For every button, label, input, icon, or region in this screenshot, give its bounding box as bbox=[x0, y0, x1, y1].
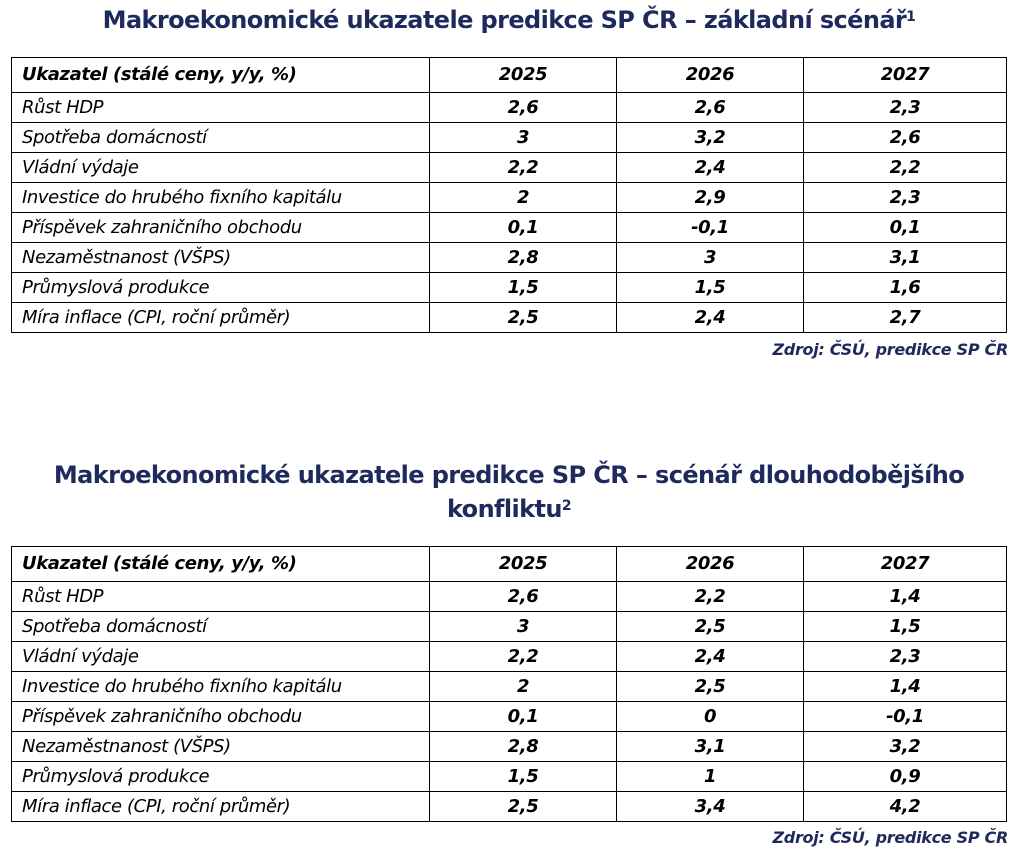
header-indicator: Ukazatel (stálé ceny, y/y, %) bbox=[12, 58, 430, 93]
cell-2027: 1,4 bbox=[804, 582, 1007, 612]
table-row-unemployment bbox=[12, 243, 1007, 273]
cell-2025: 2,2 bbox=[430, 153, 617, 183]
cell-2026: 2,5 bbox=[617, 612, 804, 642]
row-label: Investice do hrubého fixního kapitálu bbox=[12, 183, 430, 213]
table-row-government-spending bbox=[12, 153, 1007, 183]
source-note-basic: Zdroj: ČSÚ, predikce SP ČR bbox=[772, 340, 1008, 359]
table-row-inflation bbox=[12, 303, 1007, 333]
table-header-row bbox=[12, 58, 1007, 93]
title-conflict-scenario: Makroekonomické ukazatele predikce SP ČR – scénář dlouhodobějšího konfliktu$^2$ bbox=[53, 461, 965, 523]
row-label: Příspěvek zahraničního obchodu bbox=[12, 702, 430, 732]
header-year-2025: 2025 bbox=[430, 547, 617, 582]
table-row-fixed-capital-investment bbox=[12, 672, 1007, 702]
cell-2025: 3 bbox=[430, 123, 617, 153]
source-note-conflict: Zdroj: ČSÚ, predikce SP ČR bbox=[772, 828, 1008, 847]
table-row-household-consumption bbox=[12, 612, 1007, 642]
cell-2027: 2,6 bbox=[804, 123, 1007, 153]
cell-2025: 2,2 bbox=[430, 642, 617, 672]
cell-2026: 1,5 bbox=[617, 273, 804, 303]
row-label: Investice do hrubého fixního kapitálu bbox=[12, 672, 430, 702]
cell-2027: -0,1 bbox=[804, 702, 1007, 732]
footnote-mark-1: 1 bbox=[906, 9, 916, 25]
cell-2025: 2 bbox=[430, 183, 617, 213]
cell-2026: 0 bbox=[617, 702, 804, 732]
cell-2026: 3,2 bbox=[617, 123, 804, 153]
header-year-2026: 2026 bbox=[617, 58, 804, 93]
cell-2027: 0,1 bbox=[804, 213, 1007, 243]
cell-2026: 3 bbox=[617, 243, 804, 273]
title-basic-scenario: Makroekonomické ukazatele predikce SP ČR – základní scénář$^1$ bbox=[102, 6, 916, 34]
cell-2026: 2,4 bbox=[617, 303, 804, 333]
header-year-2027: 2027 bbox=[804, 547, 1007, 582]
cell-2026: 2,4 bbox=[617, 153, 804, 183]
header-year-2027: 2027 bbox=[804, 58, 1007, 93]
cell-2026: 2,5 bbox=[617, 672, 804, 702]
cell-2025: 0,1 bbox=[430, 702, 617, 732]
table-basic-scenario bbox=[11, 57, 1007, 333]
cell-2026: 3,4 bbox=[617, 792, 804, 822]
cell-2027: 2,3 bbox=[804, 642, 1007, 672]
table-row-foreign-trade-contribution bbox=[12, 213, 1007, 243]
cell-2027: 4,2 bbox=[804, 792, 1007, 822]
cell-2026: 2,6 bbox=[617, 93, 804, 123]
table-header-row bbox=[12, 547, 1007, 582]
cell-2027: 2,3 bbox=[804, 93, 1007, 123]
cell-2026: 2,9 bbox=[617, 183, 804, 213]
cell-2027: 2,7 bbox=[804, 303, 1007, 333]
cell-2025: 2,8 bbox=[430, 243, 617, 273]
row-label: Růst HDP bbox=[12, 93, 430, 123]
row-label: Vládní výdaje bbox=[12, 642, 430, 672]
cell-2025: 2 bbox=[430, 672, 617, 702]
cell-2025: 2,6 bbox=[430, 93, 617, 123]
cell-2027: 1,5 bbox=[804, 612, 1007, 642]
row-label: Nezaměstnanost (VŠPS) bbox=[12, 732, 430, 762]
table-row-household-consumption bbox=[12, 123, 1007, 153]
row-label: Spotřeba domácností bbox=[12, 123, 430, 153]
header-indicator: Ukazatel (stálé ceny, y/y, %) bbox=[12, 547, 430, 582]
cell-2025: 1,5 bbox=[430, 273, 617, 303]
row-label: Průmyslová produkce bbox=[12, 273, 430, 303]
table-row-inflation bbox=[12, 792, 1007, 822]
cell-2027: 2,2 bbox=[804, 153, 1007, 183]
row-label: Míra inflace (CPI, roční průměr) bbox=[12, 792, 430, 822]
cell-2026: 2,4 bbox=[617, 642, 804, 672]
row-label: Nezaměstnanost (VŠPS) bbox=[12, 243, 430, 273]
cell-2025: 2,5 bbox=[430, 792, 617, 822]
table-row-gdp-growth bbox=[12, 582, 1007, 612]
table-row-unemployment bbox=[12, 732, 1007, 762]
row-label: Průmyslová produkce bbox=[12, 762, 430, 792]
cell-2025: 3 bbox=[430, 612, 617, 642]
cell-2026: 1 bbox=[617, 762, 804, 792]
cell-2025: 2,8 bbox=[430, 732, 617, 762]
table-row-industrial-production bbox=[12, 273, 1007, 303]
table-conflict-scenario bbox=[11, 546, 1007, 822]
footnote-mark-2: 2 bbox=[561, 498, 572, 514]
row-label: Spotřeba domácností bbox=[12, 612, 430, 642]
cell-2027: 2,3 bbox=[804, 183, 1007, 213]
cell-2026: 2,2 bbox=[617, 582, 804, 612]
cell-2025: 1,5 bbox=[430, 762, 617, 792]
cell-2025: 2,5 bbox=[430, 303, 617, 333]
cell-2027: 3,1 bbox=[804, 243, 1007, 273]
cell-2026: -0,1 bbox=[617, 213, 804, 243]
cell-2027: 1,6 bbox=[804, 273, 1007, 303]
table-row-fixed-capital-investment bbox=[12, 183, 1007, 213]
header-year-2026: 2026 bbox=[617, 547, 804, 582]
table-row-gdp-growth bbox=[12, 93, 1007, 123]
header-year-2025: 2025 bbox=[430, 58, 617, 93]
cell-2027: 3,2 bbox=[804, 732, 1007, 762]
table-row-foreign-trade-contribution bbox=[12, 702, 1007, 732]
cell-2026: 3,1 bbox=[617, 732, 804, 762]
cell-2027: 1,4 bbox=[804, 672, 1007, 702]
row-label: Růst HDP bbox=[12, 582, 430, 612]
cell-2025: 2,6 bbox=[430, 582, 617, 612]
row-label: Příspěvek zahraničního obchodu bbox=[12, 213, 430, 243]
cell-2025: 0,1 bbox=[430, 213, 617, 243]
table-row-government-spending bbox=[12, 642, 1007, 672]
table-row-industrial-production bbox=[12, 762, 1007, 792]
row-label: Vládní výdaje bbox=[12, 153, 430, 183]
cell-2027: 0,9 bbox=[804, 762, 1007, 792]
row-label: Míra inflace (CPI, roční průměr) bbox=[12, 303, 430, 333]
